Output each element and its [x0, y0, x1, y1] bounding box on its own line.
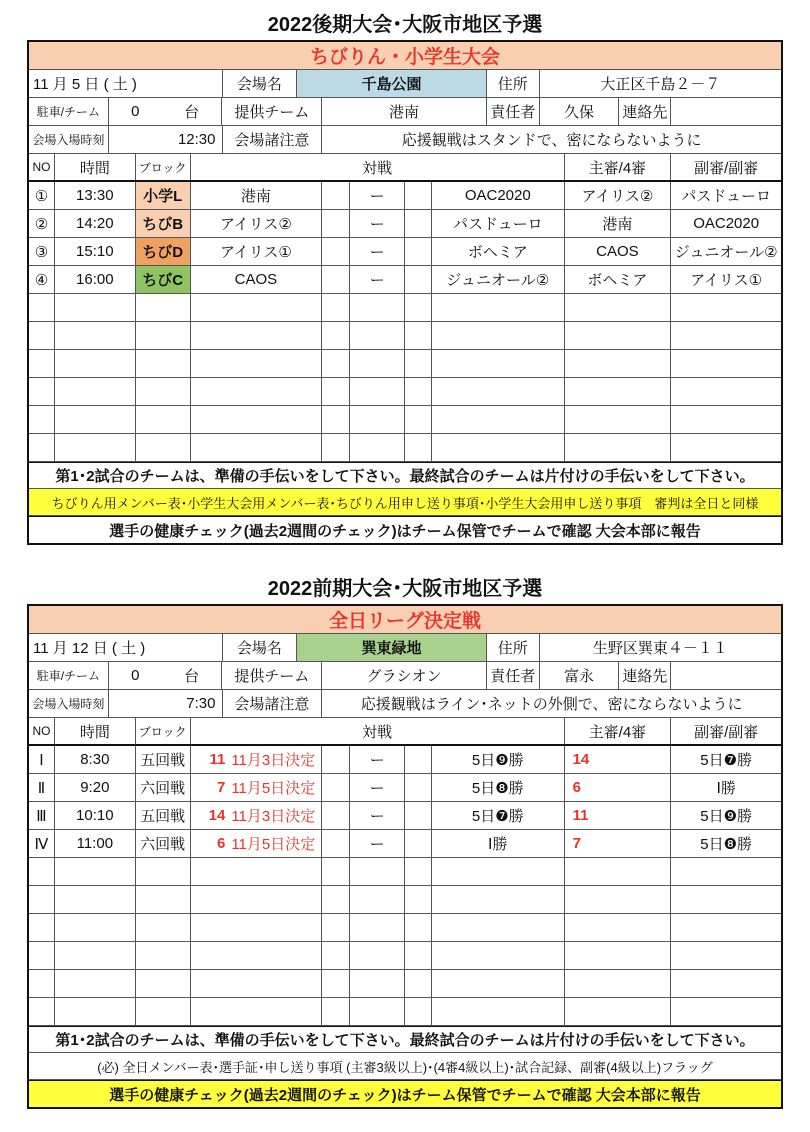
main-referee: 港南 — [565, 210, 672, 237]
empty-cell — [136, 970, 191, 997]
versus-dash: ー — [350, 830, 405, 857]
empty-cell — [565, 350, 672, 377]
spacer-cell — [322, 802, 350, 829]
address-label: 住所 — [487, 634, 540, 661]
empty-cell — [55, 378, 136, 405]
schedule-table — [27, 604, 783, 1109]
empty-cell — [671, 970, 781, 997]
empty-cell — [671, 998, 781, 1025]
home-team-name: 11月3日決定 — [231, 808, 316, 825]
empty-cell — [322, 942, 350, 969]
empty-cell — [405, 406, 432, 433]
versus-dash: ー — [350, 238, 405, 265]
empty-cell — [136, 350, 191, 377]
venue-label: 会場名 — [223, 70, 298, 97]
empty-cell — [191, 942, 323, 969]
match-time: 14:20 — [55, 210, 136, 237]
empty-cell — [29, 886, 55, 913]
match-no: Ⅰ — [29, 746, 55, 773]
column-header: 時間 — [55, 718, 136, 744]
assistant-referee: 5日❽勝 — [700, 836, 753, 853]
empty-row — [29, 886, 781, 914]
empty-cell — [29, 322, 55, 349]
empty-row — [29, 406, 781, 434]
empty-row — [29, 998, 781, 1026]
assistant-referee: アイリス① — [690, 272, 763, 289]
match-no: Ⅱ — [29, 774, 55, 801]
empty-cell — [405, 378, 432, 405]
empty-cell — [565, 434, 672, 461]
empty-cell — [191, 858, 323, 885]
match-row — [29, 774, 781, 802]
spacer-cell — [322, 830, 350, 857]
empty-cell — [136, 886, 191, 913]
empty-cell — [136, 858, 191, 885]
home-team — [191, 774, 323, 801]
column-header: ブロック — [136, 154, 191, 180]
spacer-cell — [405, 830, 432, 857]
spacer-cell — [322, 210, 350, 237]
empty-cell — [350, 914, 405, 941]
contact-label: 連絡先 — [619, 98, 671, 125]
empty-cell — [350, 858, 405, 885]
empty-cell — [55, 322, 136, 349]
empty-cell — [350, 434, 405, 461]
match-row — [29, 830, 781, 858]
empty-cell — [136, 942, 191, 969]
home-team — [191, 210, 323, 237]
empty-cell — [322, 406, 350, 433]
entry-time-value: 12:30 — [109, 126, 223, 153]
match-row — [29, 266, 781, 294]
block-cell: ちびD — [136, 238, 191, 265]
home-team-name: 11月5日決定 — [231, 836, 316, 853]
away-team: 5日❼勝 — [432, 802, 565, 829]
empty-cell — [55, 886, 136, 913]
contact-value — [671, 98, 781, 125]
match-time: 9:20 — [55, 774, 136, 801]
empty-cell — [191, 886, 323, 913]
versus-dash: ー — [350, 746, 405, 773]
empty-cell — [671, 406, 781, 433]
column-header: ブロック — [136, 718, 191, 744]
empty-cell — [350, 350, 405, 377]
home-team — [191, 266, 323, 293]
block-cell: 六回戦 — [136, 830, 191, 857]
empty-cell — [432, 434, 565, 461]
responsible-value: 富永 — [540, 662, 620, 689]
home-team — [191, 238, 323, 265]
home-seed: 14 — [208, 807, 226, 824]
empty-cell — [191, 294, 323, 321]
versus-dash: ー — [350, 802, 405, 829]
empty-cell — [322, 858, 350, 885]
empty-cell — [322, 886, 350, 913]
empty-cell — [565, 942, 672, 969]
contact-label: 連絡先 — [619, 662, 671, 689]
empty-cell — [565, 886, 672, 913]
documents-note: (必) 全日メンバー表･選手証･申し送り事項 (主審3級以上)･(4審4級以上)･試合記録、副審(4級以上)フラッグ — [29, 1053, 781, 1080]
column-header: 対戦 — [191, 154, 565, 180]
spacer-cell — [405, 746, 432, 773]
section-title: 2022前期大会･大阪市地区予選 — [267, 578, 543, 600]
empty-cell — [405, 434, 432, 461]
assistant-referee: Ⅰ勝 — [716, 780, 736, 797]
block-cell: ちびB — [136, 210, 191, 237]
column-header: NO — [29, 154, 55, 180]
event-band: ちびりん・小学生大会 — [29, 42, 781, 70]
empty-cell — [432, 406, 565, 433]
main-referee: 6 — [565, 774, 672, 801]
venue-name: 巽東緑地 — [297, 634, 487, 661]
empty-cell — [55, 858, 136, 885]
empty-cell — [350, 998, 405, 1025]
empty-cell — [405, 350, 432, 377]
empty-row — [29, 858, 781, 886]
empty-cell — [671, 322, 781, 349]
parking-cell — [109, 662, 223, 689]
empty-cell — [191, 378, 323, 405]
empty-cell — [322, 434, 350, 461]
empty-cell — [565, 998, 672, 1025]
away-team: ジュニオール② — [432, 266, 565, 293]
empty-cell — [322, 350, 350, 377]
empty-cell — [565, 322, 672, 349]
empty-cell — [405, 858, 432, 885]
empty-cell — [55, 970, 136, 997]
column-header: 副審/副審 — [694, 723, 759, 741]
provider-value: 港南 — [322, 98, 487, 125]
match-row — [29, 182, 781, 210]
versus-dash: ー — [350, 774, 405, 801]
empty-cell — [565, 378, 672, 405]
empty-cell — [322, 998, 350, 1025]
match-no: ② — [29, 210, 55, 237]
column-header: 主審/4審 — [565, 154, 672, 180]
contact-value — [671, 662, 781, 689]
block-cell: 小学L — [136, 182, 191, 209]
home-team-name: 11月5日決定 — [231, 780, 316, 797]
assistant-referee: 5日❼勝 — [700, 752, 753, 769]
match-no: ④ — [29, 266, 55, 293]
empty-cell — [136, 998, 191, 1025]
empty-cell — [191, 998, 323, 1025]
match-row — [29, 210, 781, 238]
spacer-cell — [405, 266, 432, 293]
empty-cell — [191, 322, 323, 349]
address-label: 住所 — [487, 70, 540, 97]
assistant-referee: OAC2020 — [693, 215, 760, 232]
empty-cell — [671, 942, 781, 969]
empty-cell — [136, 322, 191, 349]
spacer-cell — [405, 182, 432, 209]
empty-cell — [29, 858, 55, 885]
empty-cell — [432, 350, 565, 377]
documents-note: ちびりん用メンバー表･小学生大会用メンバー表･ちびりん用申し送り事項･小学生大会用申し送り事項 審判は全日と同様 — [29, 489, 781, 516]
home-team — [191, 182, 323, 209]
parking-count: 0 — [131, 667, 140, 684]
empty-cell — [322, 914, 350, 941]
empty-cell — [350, 970, 405, 997]
empty-cell — [432, 942, 565, 969]
column-header: NO — [29, 718, 55, 744]
empty-cell — [55, 434, 136, 461]
empty-cell — [350, 942, 405, 969]
empty-cell — [350, 406, 405, 433]
health-check-note: 選手の健康チェック(過去2週間のチェック)はチーム保管でチームで確認 大会本部に報告 — [29, 516, 781, 543]
spacer-cell — [322, 182, 350, 209]
empty-cell — [55, 942, 136, 969]
versus-dash: ー — [350, 266, 405, 293]
empty-cell — [432, 970, 565, 997]
empty-cell — [191, 914, 323, 941]
caution-label: 会場諸注意 — [223, 126, 323, 153]
responsible-value: 久保 — [540, 98, 620, 125]
empty-cell — [432, 998, 565, 1025]
assistant-referee: ジュニオール② — [674, 244, 778, 261]
empty-cell — [55, 294, 136, 321]
spacer-cell — [322, 774, 350, 801]
main-referee: 14 — [565, 746, 672, 773]
caution-value: 応援観戦はスタンドで、密にならないように — [401, 132, 702, 149]
empty-cell — [432, 294, 565, 321]
main-referee: 11 — [565, 802, 672, 829]
spacer-cell — [322, 238, 350, 265]
home-team-name: アイリス② — [219, 216, 292, 233]
parking-cell — [109, 98, 223, 125]
empty-cell — [29, 914, 55, 941]
empty-row — [29, 322, 781, 350]
match-row — [29, 238, 781, 266]
empty-cell — [405, 998, 432, 1025]
empty-cell — [55, 998, 136, 1025]
versus-dash: ー — [350, 182, 405, 209]
home-team-name: アイリス① — [219, 244, 292, 261]
empty-cell — [350, 294, 405, 321]
caution-label: 会場諸注意 — [223, 690, 323, 717]
spacer-cell — [405, 802, 432, 829]
empty-cell — [405, 970, 432, 997]
empty-cell — [671, 378, 781, 405]
empty-cell — [29, 378, 55, 405]
health-check-note: 選手の健康チェック(過去2週間のチェック)はチーム保管でチームで確認 大会本部に報告 — [29, 1080, 781, 1107]
empty-cell — [405, 886, 432, 913]
versus-dash: ー — [350, 210, 405, 237]
responsible-label: 責任者 — [487, 98, 540, 125]
home-seed: 11 — [209, 751, 226, 768]
match-row — [29, 746, 781, 774]
empty-cell — [29, 434, 55, 461]
empty-row — [29, 970, 781, 998]
provider-label: 提供チーム — [222, 662, 322, 689]
empty-cell — [29, 294, 55, 321]
column-header: 時間 — [55, 154, 136, 180]
empty-cell — [350, 886, 405, 913]
empty-cell — [136, 434, 191, 461]
empty-cell — [322, 322, 350, 349]
match-time: 15:10 — [55, 238, 136, 265]
spacer-cell — [405, 238, 432, 265]
match-time: 16:00 — [55, 266, 136, 293]
provider-label: 提供チーム — [222, 98, 322, 125]
spacer-cell — [405, 210, 432, 237]
match-time: 10:10 — [55, 802, 136, 829]
spacer-cell — [322, 746, 350, 773]
empty-cell — [29, 406, 55, 433]
empty-cell — [671, 294, 781, 321]
parking-count: 0 — [131, 103, 140, 120]
empty-cell — [29, 350, 55, 377]
empty-cell — [405, 942, 432, 969]
column-header: 対戦 — [191, 718, 565, 744]
entry-time-label: 会場入場時刻 — [29, 690, 109, 717]
empty-cell — [136, 294, 191, 321]
empty-cell — [136, 914, 191, 941]
empty-cell — [322, 378, 350, 405]
empty-row — [29, 378, 781, 406]
venue-name: 千島公園 — [297, 70, 487, 97]
empty-cell — [432, 886, 565, 913]
assistant-referee: 5日❾勝 — [700, 808, 753, 825]
away-team: 5日❾勝 — [432, 746, 565, 773]
match-row — [29, 802, 781, 830]
home-team-name: 11月3日決定 — [231, 752, 316, 769]
empty-cell — [191, 970, 323, 997]
empty-cell — [350, 322, 405, 349]
home-seed: 6 — [216, 835, 226, 852]
entry-time-label: 会場入場時刻 — [29, 126, 109, 153]
main-referee: 7 — [565, 830, 672, 857]
empty-row — [29, 914, 781, 942]
empty-cell — [322, 970, 350, 997]
empty-cell — [432, 322, 565, 349]
empty-cell — [432, 378, 565, 405]
home-seed: 7 — [216, 779, 226, 796]
provider-value: グラシオン — [322, 662, 487, 689]
empty-cell — [350, 378, 405, 405]
main-referee: CAOS — [565, 238, 672, 265]
empty-cell — [136, 378, 191, 405]
empty-cell — [322, 294, 350, 321]
empty-cell — [55, 914, 136, 941]
block-cell: ちびC — [136, 266, 191, 293]
event-band: 全日リーグ決定戦 — [29, 606, 781, 634]
empty-row — [29, 294, 781, 322]
empty-cell — [671, 858, 781, 885]
schedule-table — [27, 40, 783, 545]
empty-cell — [29, 998, 55, 1025]
section-title: 2022後期大会･大阪市地区予選 — [267, 14, 543, 36]
empty-cell — [671, 914, 781, 941]
empty-cell — [565, 858, 672, 885]
match-no: Ⅳ — [29, 830, 55, 857]
spacer-cell — [405, 774, 432, 801]
away-team: パスドューロ — [432, 210, 565, 237]
match-time: 11:00 — [55, 830, 136, 857]
date-cell: 11 月 12 日 ( 土 ) — [29, 634, 223, 661]
match-time: 8:30 — [55, 746, 136, 773]
parking-unit: 台 — [184, 104, 200, 121]
assistant-referee: パスドューロ — [681, 188, 771, 205]
match-no: ① — [29, 182, 55, 209]
entry-time-value: 7:30 — [109, 690, 223, 717]
home-team-name: 港南 — [240, 188, 271, 205]
date-cell: 11 月 5 日 ( 土 ) — [29, 70, 223, 97]
home-team — [191, 802, 323, 829]
column-header: 主審/4審 — [565, 718, 672, 744]
match-time: 13:30 — [55, 182, 136, 209]
responsible-label: 責任者 — [487, 662, 540, 689]
match-no: ③ — [29, 238, 55, 265]
empty-cell — [671, 350, 781, 377]
empty-cell — [565, 970, 672, 997]
block-cell: 五回戦 — [136, 746, 191, 773]
empty-cell — [191, 434, 323, 461]
empty-cell — [55, 350, 136, 377]
empty-cell — [405, 914, 432, 941]
empty-cell — [29, 970, 55, 997]
empty-row — [29, 434, 781, 462]
empty-cell — [191, 406, 323, 433]
empty-cell — [405, 322, 432, 349]
empty-cell — [565, 914, 672, 941]
block-cell: 六回戦 — [136, 774, 191, 801]
empty-cell — [671, 434, 781, 461]
match-no: Ⅲ — [29, 802, 55, 829]
parking-label: 駐車/チーム — [29, 98, 109, 125]
empty-cell — [29, 942, 55, 969]
empty-cell — [136, 406, 191, 433]
empty-cell — [565, 294, 672, 321]
preparation-note: 第1･2試合のチームは、準備の手伝いをして下さい。最終試合のチームは片付けの手伝いをして下さい。 — [29, 462, 781, 489]
empty-row — [29, 942, 781, 970]
empty-cell — [55, 406, 136, 433]
address-value: 大正区千島２－７ — [600, 76, 721, 93]
empty-cell — [432, 858, 565, 885]
empty-cell — [432, 914, 565, 941]
main-referee: アイリス② — [565, 182, 672, 209]
main-referee: ボヘミア — [565, 266, 672, 293]
block-cell: 五回戦 — [136, 802, 191, 829]
empty-cell — [191, 350, 323, 377]
empty-cell — [671, 886, 781, 913]
away-team: 5日❽勝 — [432, 774, 565, 801]
home-team-name: CAOS — [234, 271, 278, 288]
caution-value: 応援観戦はライン･ネットの外側で、密にならないように — [360, 696, 743, 713]
spacer-cell — [322, 266, 350, 293]
home-team — [191, 746, 323, 773]
home-team — [191, 830, 323, 857]
venue-label: 会場名 — [223, 634, 298, 661]
away-team: ボヘミア — [432, 238, 565, 265]
empty-row — [29, 350, 781, 378]
away-team: Ⅰ勝 — [432, 830, 565, 857]
column-header: 副審/副審 — [694, 159, 759, 177]
address-value: 生野区巽東４－１１ — [592, 640, 728, 657]
empty-cell — [405, 294, 432, 321]
empty-cell — [565, 406, 672, 433]
parking-label: 駐車/チーム — [29, 662, 109, 689]
preparation-note: 第1･2試合のチームは、準備の手伝いをして下さい。最終試合のチームは片付けの手伝いをして下さい。 — [29, 1026, 781, 1053]
away-team: OAC2020 — [432, 182, 565, 209]
parking-unit: 台 — [184, 668, 200, 685]
